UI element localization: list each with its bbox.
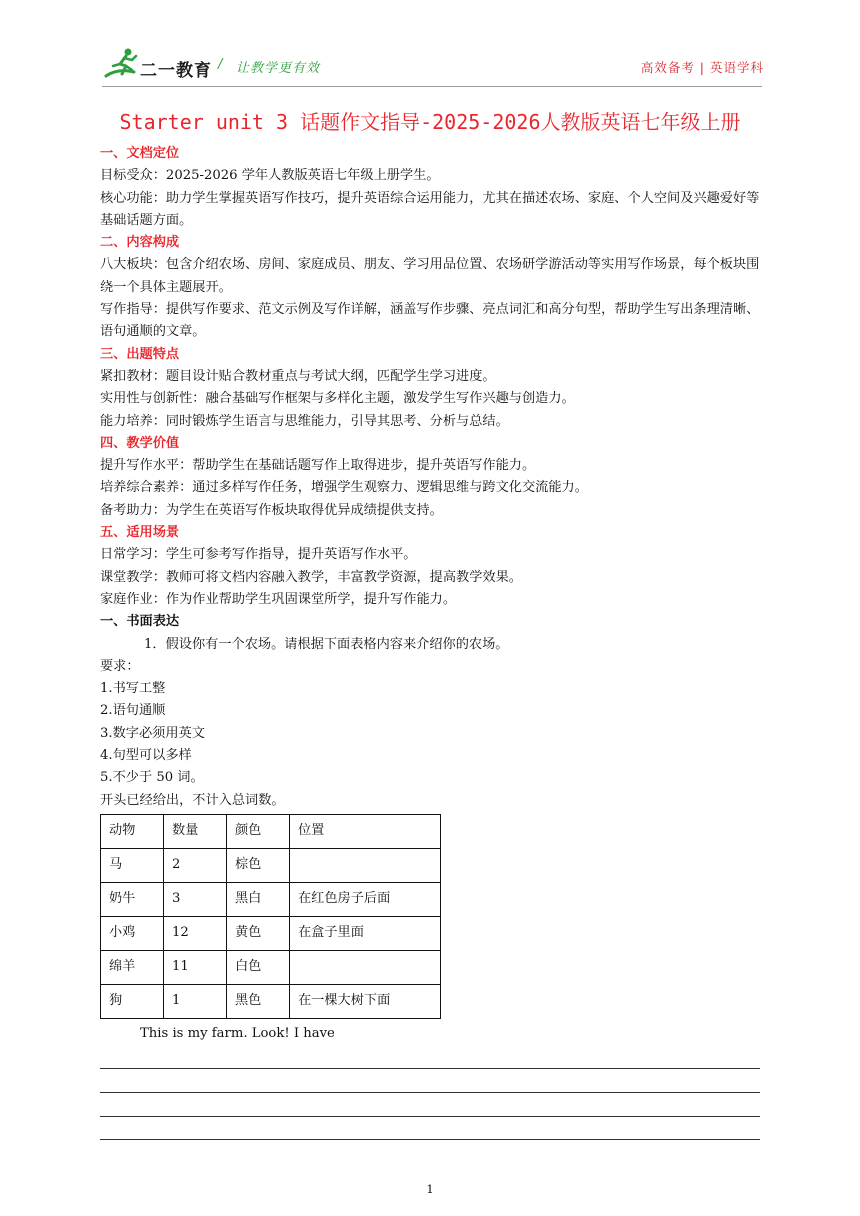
table-row [101,950,441,984]
table-cell: 绵羊 [101,950,164,984]
requirement-item: 1.书写工整 [100,681,166,697]
table-cell: 1 [164,984,227,1018]
paragraph: 写作指导：提供写作要求、范文示例及写作详解，涵盖写作步骤、亮点词汇和高分句型，帮助学生写出条理清晰、语句通顺的文章。 [100,302,760,340]
paragraph: 提升写作水平：帮助学生在基础话题写作上取得进步，提升英语写作能力。 [100,458,536,474]
document-title: Starter unit 3 话题作文指导-2025-2026人教版英语七年级上册 [119,110,741,134]
table-cell: 11 [164,950,227,984]
table-header-cell: 颜色 [227,814,290,848]
answer-line[interactable] [100,1093,760,1117]
paragraph: 目标受众：2025-2026 学年人教版英语七年级上册学生。 [100,168,440,184]
paragraph: 日常学习：学生可参考写作指导，提升英语写作水平。 [100,547,417,563]
task-heading: 一、书面表达 [100,614,180,630]
table-row [101,848,441,882]
table-cell: 黑色 [227,984,290,1018]
paragraph: 课堂教学：教师可将文档内容融入教学，丰富教学资源，提高教学效果。 [100,569,522,585]
task-prompt: 1．假设你有一个农场。请根据下面表格内容来介绍你的农场。 [144,636,509,652]
table-cell [290,950,441,984]
table-cell: 2 [164,848,227,882]
section-heading: 二、内容构成 [100,235,180,251]
farm-table [100,814,441,1019]
requirements-label: 要求： [100,658,140,674]
answer-line[interactable] [100,1069,760,1093]
table-row [101,916,441,950]
table-cell [290,848,441,882]
table-header-cell: 数量 [164,814,227,848]
table-cell: 在盒子里面 [290,916,441,950]
paragraph: 备考助力：为学生在英语写作板块取得优异成绩提供支持。 [100,502,443,518]
paragraph: 家庭作业：作为作业帮助学生巩固课堂所学，提升写作能力。 [100,591,457,607]
header-subject-tag: 高效备考 | 英语学科 [640,60,764,75]
table-header-cell: 动物 [101,814,164,848]
task-note: 开头已经给出，不计入总词数。 [100,792,285,808]
header-slash: / [218,57,223,72]
section-heading: 一、文档定位 [100,146,180,161]
table-header-cell: 位置 [290,814,441,848]
header-divider [102,86,762,87]
section-heading: 三、出题特点 [100,346,180,362]
table-cell: 狗 [101,984,164,1018]
table-cell: 在红色房子后面 [290,882,441,916]
table-cell: 奶牛 [101,882,164,916]
paragraph: 八大板块：包含介绍农场、房间、家庭成员、朋友、学习用品位置、农场研学游活动等实用写作场景，每个板块围绕一个具体主题展开。 [100,257,760,295]
paragraph: 紧扣教材：题目设计贴合教材重点与考试大纲，匹配学生学习进度。 [100,368,496,384]
table-cell: 黄色 [227,916,290,950]
requirement-item: 2.语句通顺 [100,703,166,719]
essay-starter: This is my farm. Look! I have [140,1025,335,1041]
table-cell: 马 [101,848,164,882]
brand-slogan: 让教学更有效 [236,61,321,76]
page-header [104,44,764,84]
page-number: 1 [426,1182,434,1196]
requirement-item: 3.数字必须用英文 [100,725,205,741]
paragraph: 核心功能：助力学生掌握英语写作技巧，提升英语综合运用能力，尤其在描述农场、家庭、个人空间及兴趣爱好等基础话题方面。 [100,190,760,228]
table-cell: 12 [164,916,227,950]
section-heading: 四、教学价值 [100,435,180,451]
requirement-item: 4.句型可以多样 [100,748,192,764]
table-row [101,984,441,1018]
section-heading: 五、适用场景 [100,525,180,541]
table-cell: 黑白 [227,882,290,916]
brand-name: 二一教育 [140,61,212,81]
table-cell: 白色 [227,950,290,984]
answer-line[interactable] [100,1045,760,1069]
table-cell: 3 [164,882,227,916]
table-cell: 小鸡 [101,916,164,950]
paragraph: 能力培养：同时锻炼学生语言与思维能力，引导其思考、分析与总结。 [100,413,509,429]
paragraph: 实用性与创新性：融合基础写作框架与多样化主题，激发学生写作兴趣与创造力。 [100,391,575,407]
table-cell: 棕色 [227,848,290,882]
answer-line[interactable] [100,1117,760,1141]
table-cell: 在一棵大树下面 [290,984,441,1018]
requirement-item: 5.不少于 50 词。 [100,770,204,786]
document-body [100,143,764,1140]
table-header-row [101,814,441,848]
table-row [101,882,441,916]
paragraph: 培养综合素养：通过多样写作任务，增强学生观察力、逻辑思维与跨文化交流能力。 [100,480,588,496]
